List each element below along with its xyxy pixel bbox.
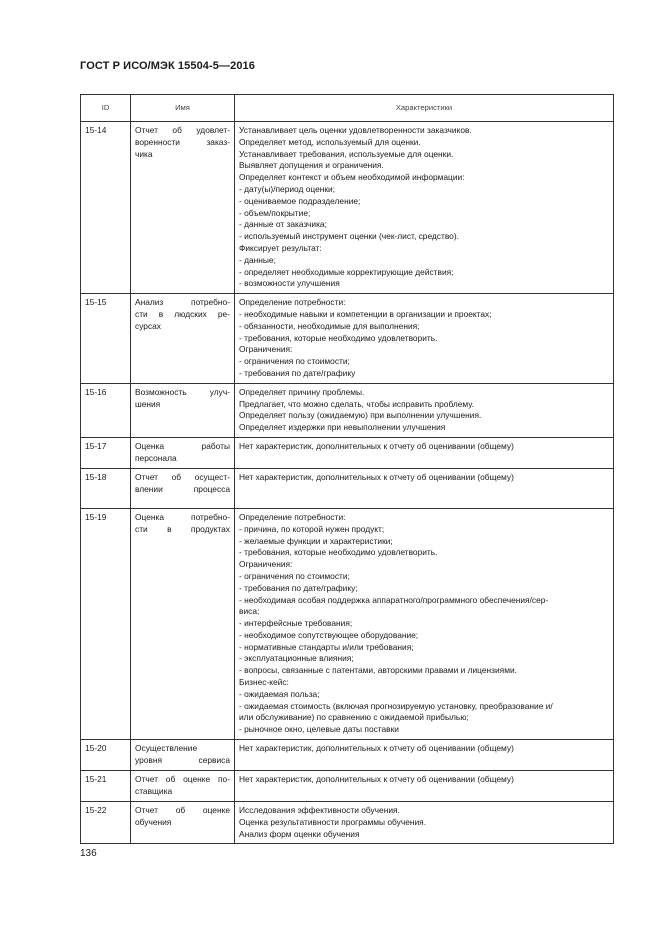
characteristic-line: - необходимая особая поддержка аппаратного/программного обеспечения/сер- (239, 594, 549, 605)
row-name (131, 383, 235, 437)
characteristic-line: - дату(ы)/период оценки; (239, 183, 336, 194)
row-characteristics (235, 508, 614, 739)
characteristic-line: - ожидаемая стоимость (включая прогнозируемую установку, преобразование и/ (239, 700, 553, 711)
characteristic-line: Анализ форм оценки обучения (239, 828, 360, 839)
characteristic-line: виса; (239, 606, 260, 617)
row-name-line: уровня сервиса (135, 754, 230, 765)
row-name-line: ставщика (135, 785, 173, 796)
table-row (81, 740, 614, 771)
table-row (81, 294, 614, 384)
row-name-line: Отчет об оценке (135, 805, 230, 816)
characteristic-line: Оценка результативности программы обучения. (239, 816, 427, 827)
characteristic-line: - данные; (239, 254, 276, 265)
characteristic-line: - эксплуатационные влияния; (239, 653, 354, 664)
row-characteristics (235, 437, 614, 468)
characteristic-line: Определяет издержки при невыполнении улучшения (239, 422, 446, 433)
row-characteristics (235, 468, 614, 508)
characteristic-line: - причина, по которой нужен продукт; (239, 523, 385, 534)
characteristic-line: - обязанности, необходимые для выполнения; (239, 320, 420, 331)
row-name-line: Оценка потребно- (135, 511, 230, 522)
characteristic-line: - данные от заказчика; (239, 219, 327, 230)
row-id: 15-17 (81, 437, 131, 468)
characteristic-line: - требования по дате/графику; (239, 582, 358, 593)
row-name-line: Оценка работы (135, 440, 230, 451)
characteristics-table (80, 94, 614, 844)
row-id: 15-18 (81, 468, 131, 508)
row-name (131, 802, 235, 844)
row-characteristics (235, 740, 614, 771)
characteristic-line: - желаемые функции и характеристики; (239, 535, 393, 546)
characteristic-line: Определение потребности: (239, 511, 346, 522)
table-row (81, 122, 614, 294)
table-row (81, 802, 614, 844)
row-name-line: воренности заказ- (135, 136, 230, 147)
characteristic-line: - требования по дате/графику (239, 367, 356, 378)
row-id: 15-22 (81, 802, 131, 844)
characteristic-line: - вопросы, связанные с патентами, авторскими правами и лицензиями. (239, 665, 517, 676)
characteristic-line: - необходимые навыки и компетенции в организации и проектах; (239, 308, 492, 319)
characteristic-line: - определяет необходимые корректирующие действия; (239, 266, 454, 277)
table-row (81, 437, 614, 468)
row-name-line: Осуществление (135, 743, 198, 754)
characteristic-line: Устанавливает требования, используемые для оценки. (239, 148, 454, 159)
column-header-id: ID (81, 95, 131, 122)
row-name (131, 437, 235, 468)
characteristic-line: - нормативные стандарты и/или требования; (239, 641, 414, 652)
characteristic-line: - объем/покрытие; (239, 207, 311, 218)
characteristic-line: или обслуживание) по сравнению с ожидаемой прибылью; (239, 712, 469, 723)
row-id: 15-15 (81, 294, 131, 384)
row-name (131, 122, 235, 294)
row-characteristics (235, 802, 614, 844)
column-header-name: Имя (131, 95, 235, 122)
page-number: 136 (80, 848, 97, 859)
characteristic-line: - требования, которые необходимо удовлетворить. (239, 547, 438, 558)
row-name-line: сурсах (135, 320, 161, 331)
characteristic-line: Исследования эффективности обучения. (239, 805, 400, 816)
row-name (131, 771, 235, 802)
row-name-line: шения (135, 398, 161, 409)
row-id: 15-16 (81, 383, 131, 437)
characteristic-line: Нет характеристик, дополнительных к отчету об оценивании (общему) (239, 440, 514, 451)
row-id: 15-14 (81, 122, 131, 294)
characteristic-line: - оцениваемое подразделение; (239, 195, 361, 206)
characteristic-line: Определяет причину проблемы. (239, 386, 365, 397)
table-header-row (81, 95, 614, 122)
table-row (81, 508, 614, 739)
characteristic-line: Нет характеристик, дополнительных к отчету об оценивании (общему) (239, 471, 514, 482)
row-name (131, 508, 235, 739)
characteristic-line: Устанавливает цель оценки удовлетворенности заказчиков. (239, 125, 472, 135)
row-id: 15-21 (81, 771, 131, 802)
characteristic-line: Определение потребности: (239, 297, 346, 308)
row-characteristics (235, 383, 614, 437)
row-id: 15-19 (81, 508, 131, 739)
row-name-line: Возможность улуч- (135, 386, 230, 397)
row-id: 15-20 (81, 740, 131, 771)
characteristic-line: Выявляет допущения и ограничения. (239, 160, 384, 171)
row-name (131, 740, 235, 771)
row-name-line: обучения (135, 816, 172, 827)
document-header: ГОСТ Р ИСО/МЭК 15504-5—2016 (80, 60, 255, 72)
row-name-line: чика (135, 148, 153, 159)
row-name-line: Отчет об удовлет- (135, 125, 230, 135)
row-name-line: Отчет об осущест- (135, 471, 230, 482)
row-name-line: сти в людских ре- (135, 308, 230, 319)
characteristic-line: - рыночное окно, целевые даты поставки (239, 724, 399, 735)
characteristic-line: - требования, которые необходимо удовлетворить. (239, 332, 438, 343)
characteristic-line: - необходимое сопутствующее оборудование; (239, 629, 419, 640)
characteristic-line: - используемый инструмент оценки (чек-лист, средство). (239, 231, 459, 242)
characteristic-line: Ограничения: (239, 344, 293, 355)
characteristic-line: Ограничения: (239, 559, 293, 570)
characteristic-line: Предлагает, что можно сделать, чтобы исправить проблему. (239, 398, 474, 409)
characteristic-line: Бизнес-кейс: (239, 677, 289, 688)
characteristic-line: Определяет контекст и объем необходимой информации: (239, 172, 465, 183)
table-row (81, 468, 614, 508)
characteristic-line: - возможности улучшения (239, 278, 340, 289)
characteristic-line: - ограничения по стоимости; (239, 356, 350, 367)
table-row (81, 383, 614, 437)
table-row (81, 771, 614, 802)
characteristic-line: Определяет метод, используемый для оценки. (239, 136, 421, 147)
row-name (131, 294, 235, 384)
row-characteristics (235, 122, 614, 294)
characteristic-line: Нет характеристик, дополнительных к отчету об оценивании (общему) (239, 774, 514, 785)
characteristic-line: - ограничения по стоимости; (239, 570, 350, 581)
table-body (81, 122, 614, 844)
characteristic-line: Определяет пользу (ожидаемую) при выполнении улучшения. (239, 410, 482, 421)
column-header-characteristics: Характеристики (235, 95, 614, 122)
characteristic-line: - интерфейсные требования; (239, 618, 353, 629)
row-characteristics (235, 771, 614, 802)
characteristic-line: - ожидаемая польза; (239, 688, 320, 699)
row-name-line: персонала (135, 452, 177, 463)
characteristic-line: Фиксирует результат: (239, 242, 322, 253)
row-name-line: сти в продуктах (135, 523, 230, 534)
row-name-line: влении процесса (135, 483, 230, 494)
row-characteristics (235, 294, 614, 384)
row-name-line: Отчет об оценке по- (135, 774, 230, 785)
row-name (131, 468, 235, 508)
characteristic-line: Нет характеристик, дополнительных к отчету об оценивании (общему) (239, 743, 514, 754)
row-name-line: Анализ потребно- (135, 297, 230, 308)
